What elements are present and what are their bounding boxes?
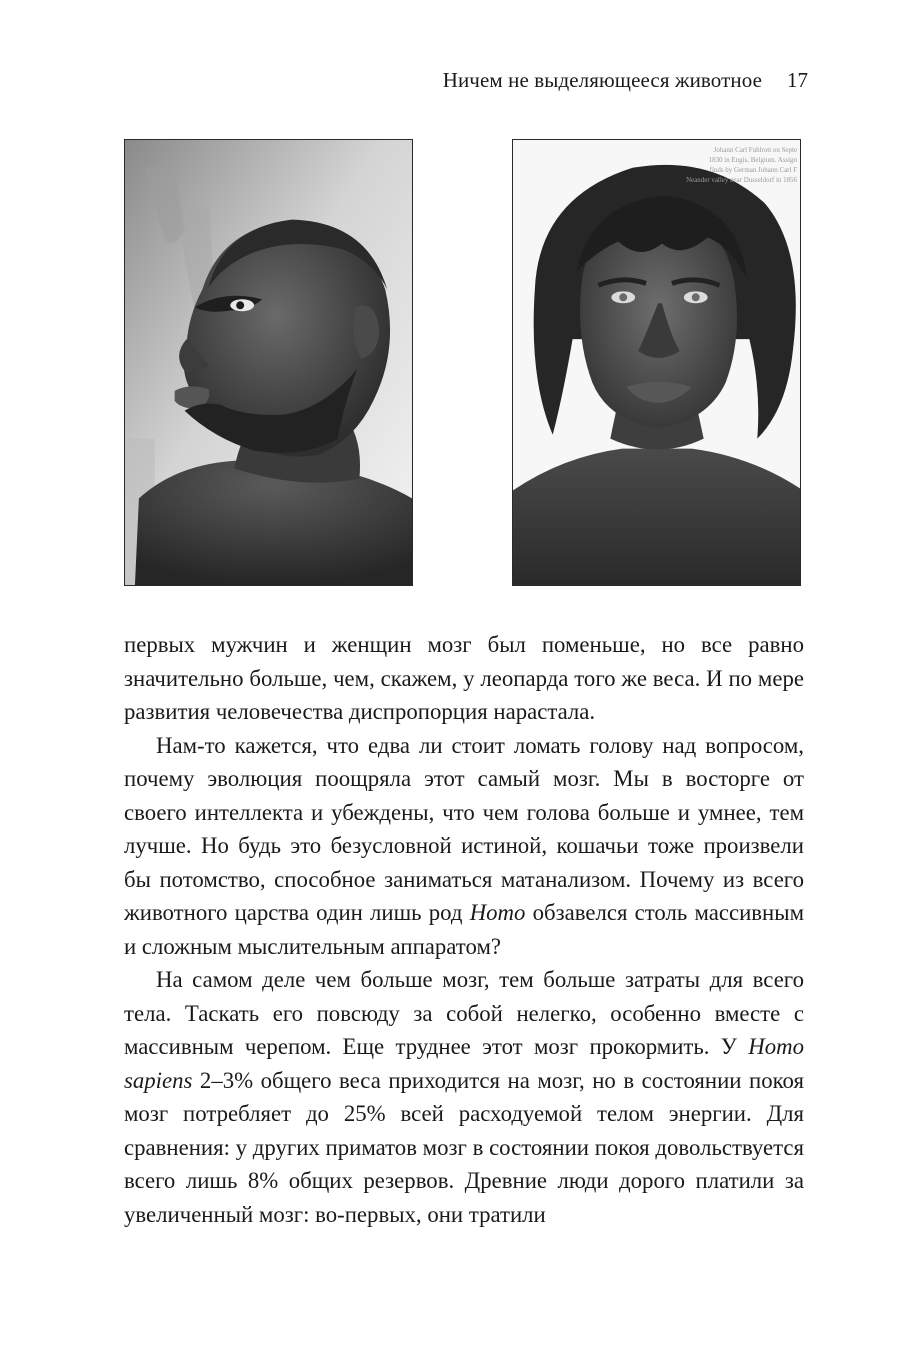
photo-homo-erectus-image xyxy=(125,140,412,585)
photo-neanderthal-reconstruction xyxy=(512,139,801,586)
placard-line-2: 1830 in Engis, Belgium. Assign xyxy=(708,155,798,164)
placard-line-1: Johann Carl Fuhlrott on Septe xyxy=(713,145,798,154)
paragraph-3 xyxy=(124,963,804,1231)
paragraph-2-text-a: Нам-то кажется, что едва ли стоит ломать голову над вопросом, почему эволюция поощряла этот самый мозг. Мы в восторге от своего интеллекта и убеждены, что чем голова больше и умнее, тем лучше. Но будь это безусловной истиной, кошачьи тоже произвели бы потомство, способное заниматься матанализом. Почему из всего животного царства один лишь род xyxy=(124,732,804,925)
paragraph-2 xyxy=(124,729,804,964)
paragraph-1: первых мужчин и женщин мозг был поменьше, но все равно значительно больше, чем, скажем, у леопарда того же веса. И по мере развития человечества диспропорция нарастала. xyxy=(124,632,804,724)
paragraph-2-italic: Homo xyxy=(469,900,526,925)
running-head xyxy=(124,64,808,96)
paragraph-3-text-a: На самом деле чем больше мозг, тем больше затраты для всего тела. Таскать его повсюду за собой нелегко, особенно вместе с массивным черепом. Еще труднее этот мозг прокормить. У xyxy=(124,967,804,1059)
placard-line-4: Neander valley near Dusseldorf in 1856 xyxy=(686,175,798,184)
paragraph-3-italic: Homo sapiens xyxy=(124,1034,804,1093)
paragraph-3-text-b: 2–3% общего веса приходится на мозг, но в состоянии покоя мозг потребляет до 25% всей расходуемой телом энергии. Для сравнения: у других приматов мозг в состоянии покоя довольствуется всего лишь 8% общих резервов. Древние люди дорого платили за увеличенный мозг: во-первых, они тратили xyxy=(124,1067,804,1227)
photo-neanderthal-image xyxy=(513,140,800,585)
placard-line-3: finds by German Johann Carl F xyxy=(709,165,798,174)
photo-homo-erectus-reconstruction xyxy=(124,139,413,586)
running-title: Ничем не выделяющееся животное xyxy=(442,68,762,92)
body-text xyxy=(124,628,804,1231)
paragraph-2-text-b: обзавелся столь массивным и сложным мыслительным аппаратом? xyxy=(124,900,804,959)
page-number: 17 xyxy=(787,68,808,92)
